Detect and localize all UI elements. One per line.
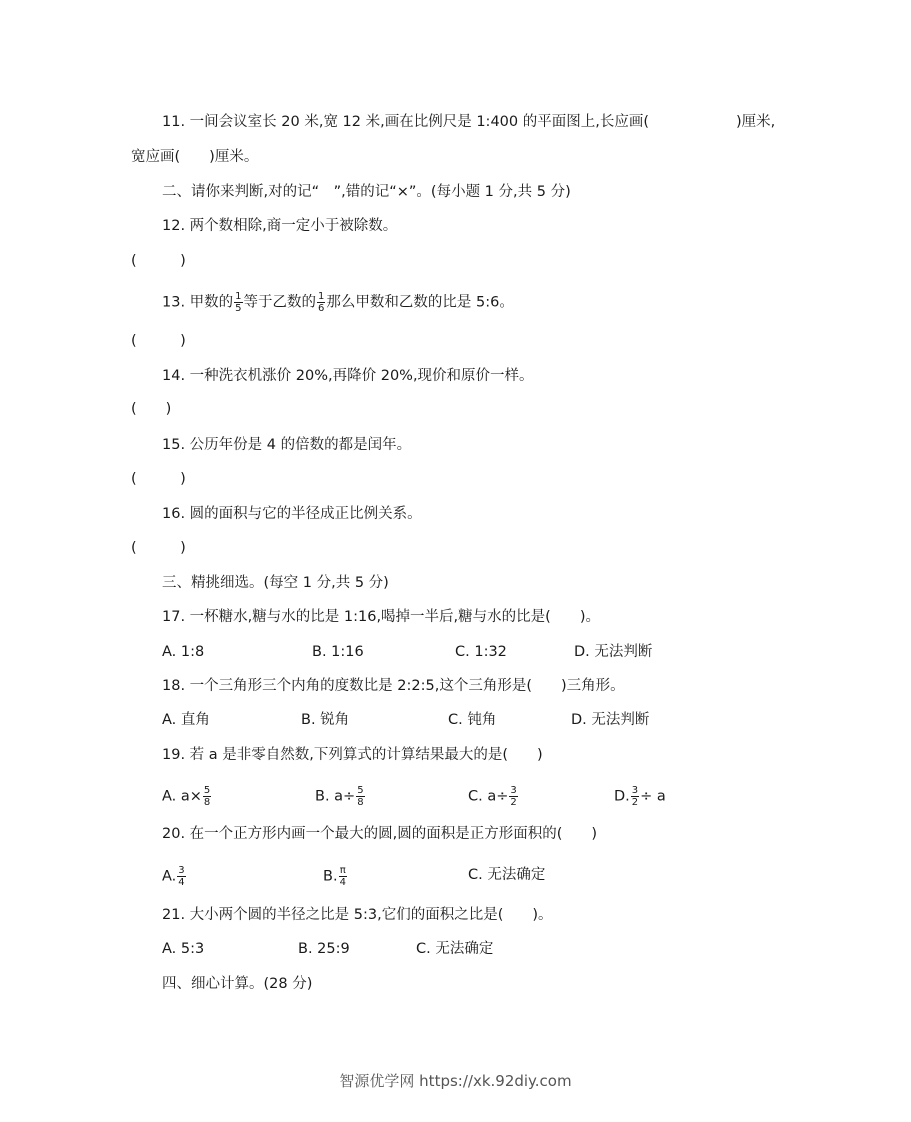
q21-option-b: B. 25:9	[298, 941, 350, 957]
fraction-five-eighths: $\frac{5}{8}$	[357, 785, 364, 808]
question-15: 15. 公历年份是 4 的倍数的都是闰年。	[162, 437, 412, 453]
q18-option-a: A. 直角	[162, 712, 210, 728]
fraction-one-fifth: $\frac{1}{5}$	[235, 291, 242, 314]
q17-option-c: C. 1:32	[455, 644, 507, 660]
answer-paren-14: ( )	[131, 401, 172, 417]
question-11-line1: 11. 一间会议室长 20 米,宽 12 米,画在比例尺是 1:400 的平面图上,长应画( )厘米,	[162, 114, 776, 130]
question-20: 20. 在一个正方形内画一个最大的圆,圆的面积是正方形面积的( )	[162, 826, 598, 842]
q13-prefix: 13. 甲数的	[162, 294, 234, 311]
q18-option-d: D. 无法判断	[571, 712, 650, 728]
question-17: 17. 一杯糖水,糖与水的比是 1:16,喝掉一半后,糖与水的比是( )。	[162, 609, 600, 625]
question-12: 12. 两个数相除,商一定小于被除数。	[162, 218, 398, 234]
question-11-line2: 宽应画( )厘米。	[131, 149, 259, 165]
q19-option-a: A. a× $\frac{5}{8}$	[162, 785, 211, 808]
section-4-title: 四、细心计算。(28 分)	[162, 976, 313, 992]
answer-paren-13: ( )	[131, 333, 186, 349]
q17-option-a: A. 1:8	[162, 644, 205, 660]
section-2-title: 二、请你来判断,对的记“ ”,错的记“×”。(每小题 1 分,共 5 分)	[162, 184, 571, 200]
q19-option-b: B. a÷ $\frac{5}{8}$	[315, 785, 364, 808]
question-16: 16. 圆的面积与它的半径成正比例关系。	[162, 506, 422, 522]
q19-option-d: D. $\frac{3}{2}$ ÷ a	[614, 785, 666, 808]
fraction-one-sixth: $\frac{1}{6}$	[318, 291, 325, 314]
fraction-pi-over-four: $\frac{\pi}{4}$	[339, 865, 346, 888]
q13-suffix: 那么甲数和乙数的比是 5:6。	[326, 294, 514, 311]
question-19: 19. 若 a 是非零自然数,下列算式的计算结果最大的是( )	[162, 747, 543, 763]
q17-option-b: B. 1:16	[312, 644, 364, 660]
q20-option-a: A. $\frac{3}{4}$	[162, 865, 185, 888]
q21-option-c: C. 无法确定	[416, 941, 494, 957]
q18-option-c: C. 钝角	[448, 712, 497, 728]
q20-option-c: C. 无法确定	[468, 867, 546, 883]
answer-paren-15: ( )	[131, 471, 186, 487]
question-14: 14. 一种洗衣机涨价 20%,再降价 20%,现价和原价一样。	[162, 368, 534, 384]
footer-watermark: 智源优学网 https://xk.92diy.com	[339, 1072, 572, 1090]
fraction-three-halves: $\frac{3}{2}$	[631, 785, 639, 808]
question-21: 21. 大小两个圆的半径之比是 5:3,它们的面积之比是( )。	[162, 907, 553, 923]
section-3-title: 三、精挑细选。(每空 1 分,共 5 分)	[162, 575, 389, 591]
q18-option-b: B. 锐角	[301, 712, 350, 728]
q20-option-b: B. $\frac{\pi}{4}$	[323, 865, 346, 888]
question-18: 18. 一个三角形三个内角的度数比是 2:2:5,这个三角形是( )三角形。	[162, 678, 625, 694]
answer-paren-16: ( )	[131, 540, 186, 556]
question-13	[162, 291, 514, 314]
fraction-three-quarters: $\frac{3}{4}$	[178, 865, 185, 888]
q17-option-d: D. 无法判断	[574, 644, 653, 660]
fraction-three-halves: $\frac{3}{2}$	[510, 785, 517, 808]
answer-paren-12: ( )	[131, 253, 186, 269]
q19-option-c: C. a÷ $\frac{3}{2}$	[468, 785, 517, 808]
q21-option-a: A. 5:3	[162, 941, 205, 957]
fraction-five-eighths: $\frac{5}{8}$	[203, 785, 211, 808]
q13-middle: 等于乙数的	[243, 294, 317, 311]
